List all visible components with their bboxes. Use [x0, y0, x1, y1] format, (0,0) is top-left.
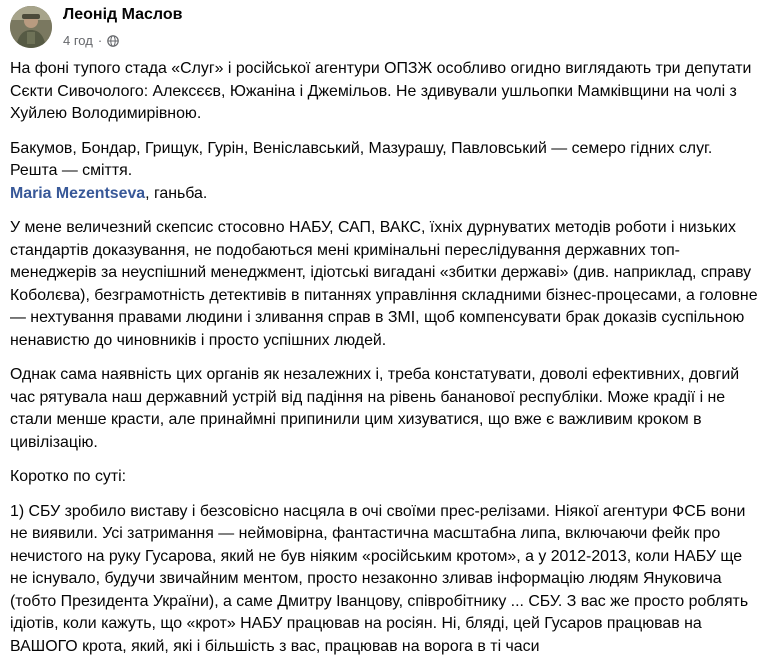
mention-suffix: , ганьба. — [145, 184, 208, 202]
mention-link[interactable]: Maria Mezentseva — [10, 184, 146, 202]
author-name[interactable]: Леонід Маслов — [63, 6, 183, 23]
post-meta — [63, 33, 119, 48]
post-paragraph: Однак сама наявність цих органів як незалежних і, треба констатувати, доволі ефективних, довгий час рятувала наш державний устрій від падіння на рівень бананової республіки. Може крадії і не стали менше красти, але принаймні припинили цим хизуватися, що вже є важливим кроком в цивілізацію. — [10, 366, 740, 451]
mention-line — [10, 183, 760, 206]
post-time[interactable]: 4 год — [63, 33, 93, 48]
post-paragraph: 1) СБУ зробило виставу і безсовісно насцяла в очі своїми прес-релізами. Ніякої агентури ФСБ вони не виявили. Усі затримання — неймовірна, фантастична масштабна липа, включаючи фейк про нечистого на руку Гусарова, який не був ніяким «російським кротом», а у 2012-2013, коли НАБУ ще не існувало, будучи звичайним ментом, просто незаконно зливав інформацію людям Януковича (тобто Президента України), а саме Дмитру Іванцову, співробітнику ... СБУ. З вас же просто роблять ідіотів, коли кажуть, що «крот» НАБУ працював на росіян. Ні, бляді, цей Гусаров працював на ВАШОГО крота, який, які і більшість з вас, працював на ворога в ті часи — [10, 502, 749, 655]
post-paragraph: Коротко по суті: — [10, 468, 127, 485]
avatar-photo-icon — [10, 6, 52, 48]
post-body — [10, 58, 760, 670]
post-paragraph: У мене величезний скепсис стосовно НАБУ, САП, ВАКС, їхніх дурнуватих методів роботи і низьких стандартів доказування, не подобаються мені кримінальні переслідування державних топ-менеджерів за неуспішний менеджмент, ідіотські вигадані «збитки державі» (див. наприклад, справу Коболєва), безграмотність детективів в питаннях управління складними бізнес-процесами, а головне — нехтування правами людини і зливання справ в ЗМІ, щоб компенсувати брак доказів суспільною ненавистю до чиновників і просто успішних людей. — [10, 219, 758, 349]
post-paragraph-text: Бакумов, Бондар, Грищук, Гурін, Веніславський, Мазурашу, Павловський — семеро гідних слуг. Решта — сміття. — [10, 139, 713, 179]
globe-icon[interactable] — [107, 35, 119, 47]
post-paragraph: На фоні тупого стада «Слуг» і російської агентури ОПЗЖ особливо огидно виглядають три депутати Сєкти Сивочолого: Алексєєв, Южаніна і Джемільов. Не здивували ушльопки Мамківщини на чолі з Хуйлею Володимирівною. — [10, 60, 752, 122]
author-avatar[interactable] — [10, 6, 52, 48]
post-header — [0, 0, 775, 60]
meta-separator: · — [97, 33, 103, 48]
post-paragraph — [10, 138, 760, 183]
